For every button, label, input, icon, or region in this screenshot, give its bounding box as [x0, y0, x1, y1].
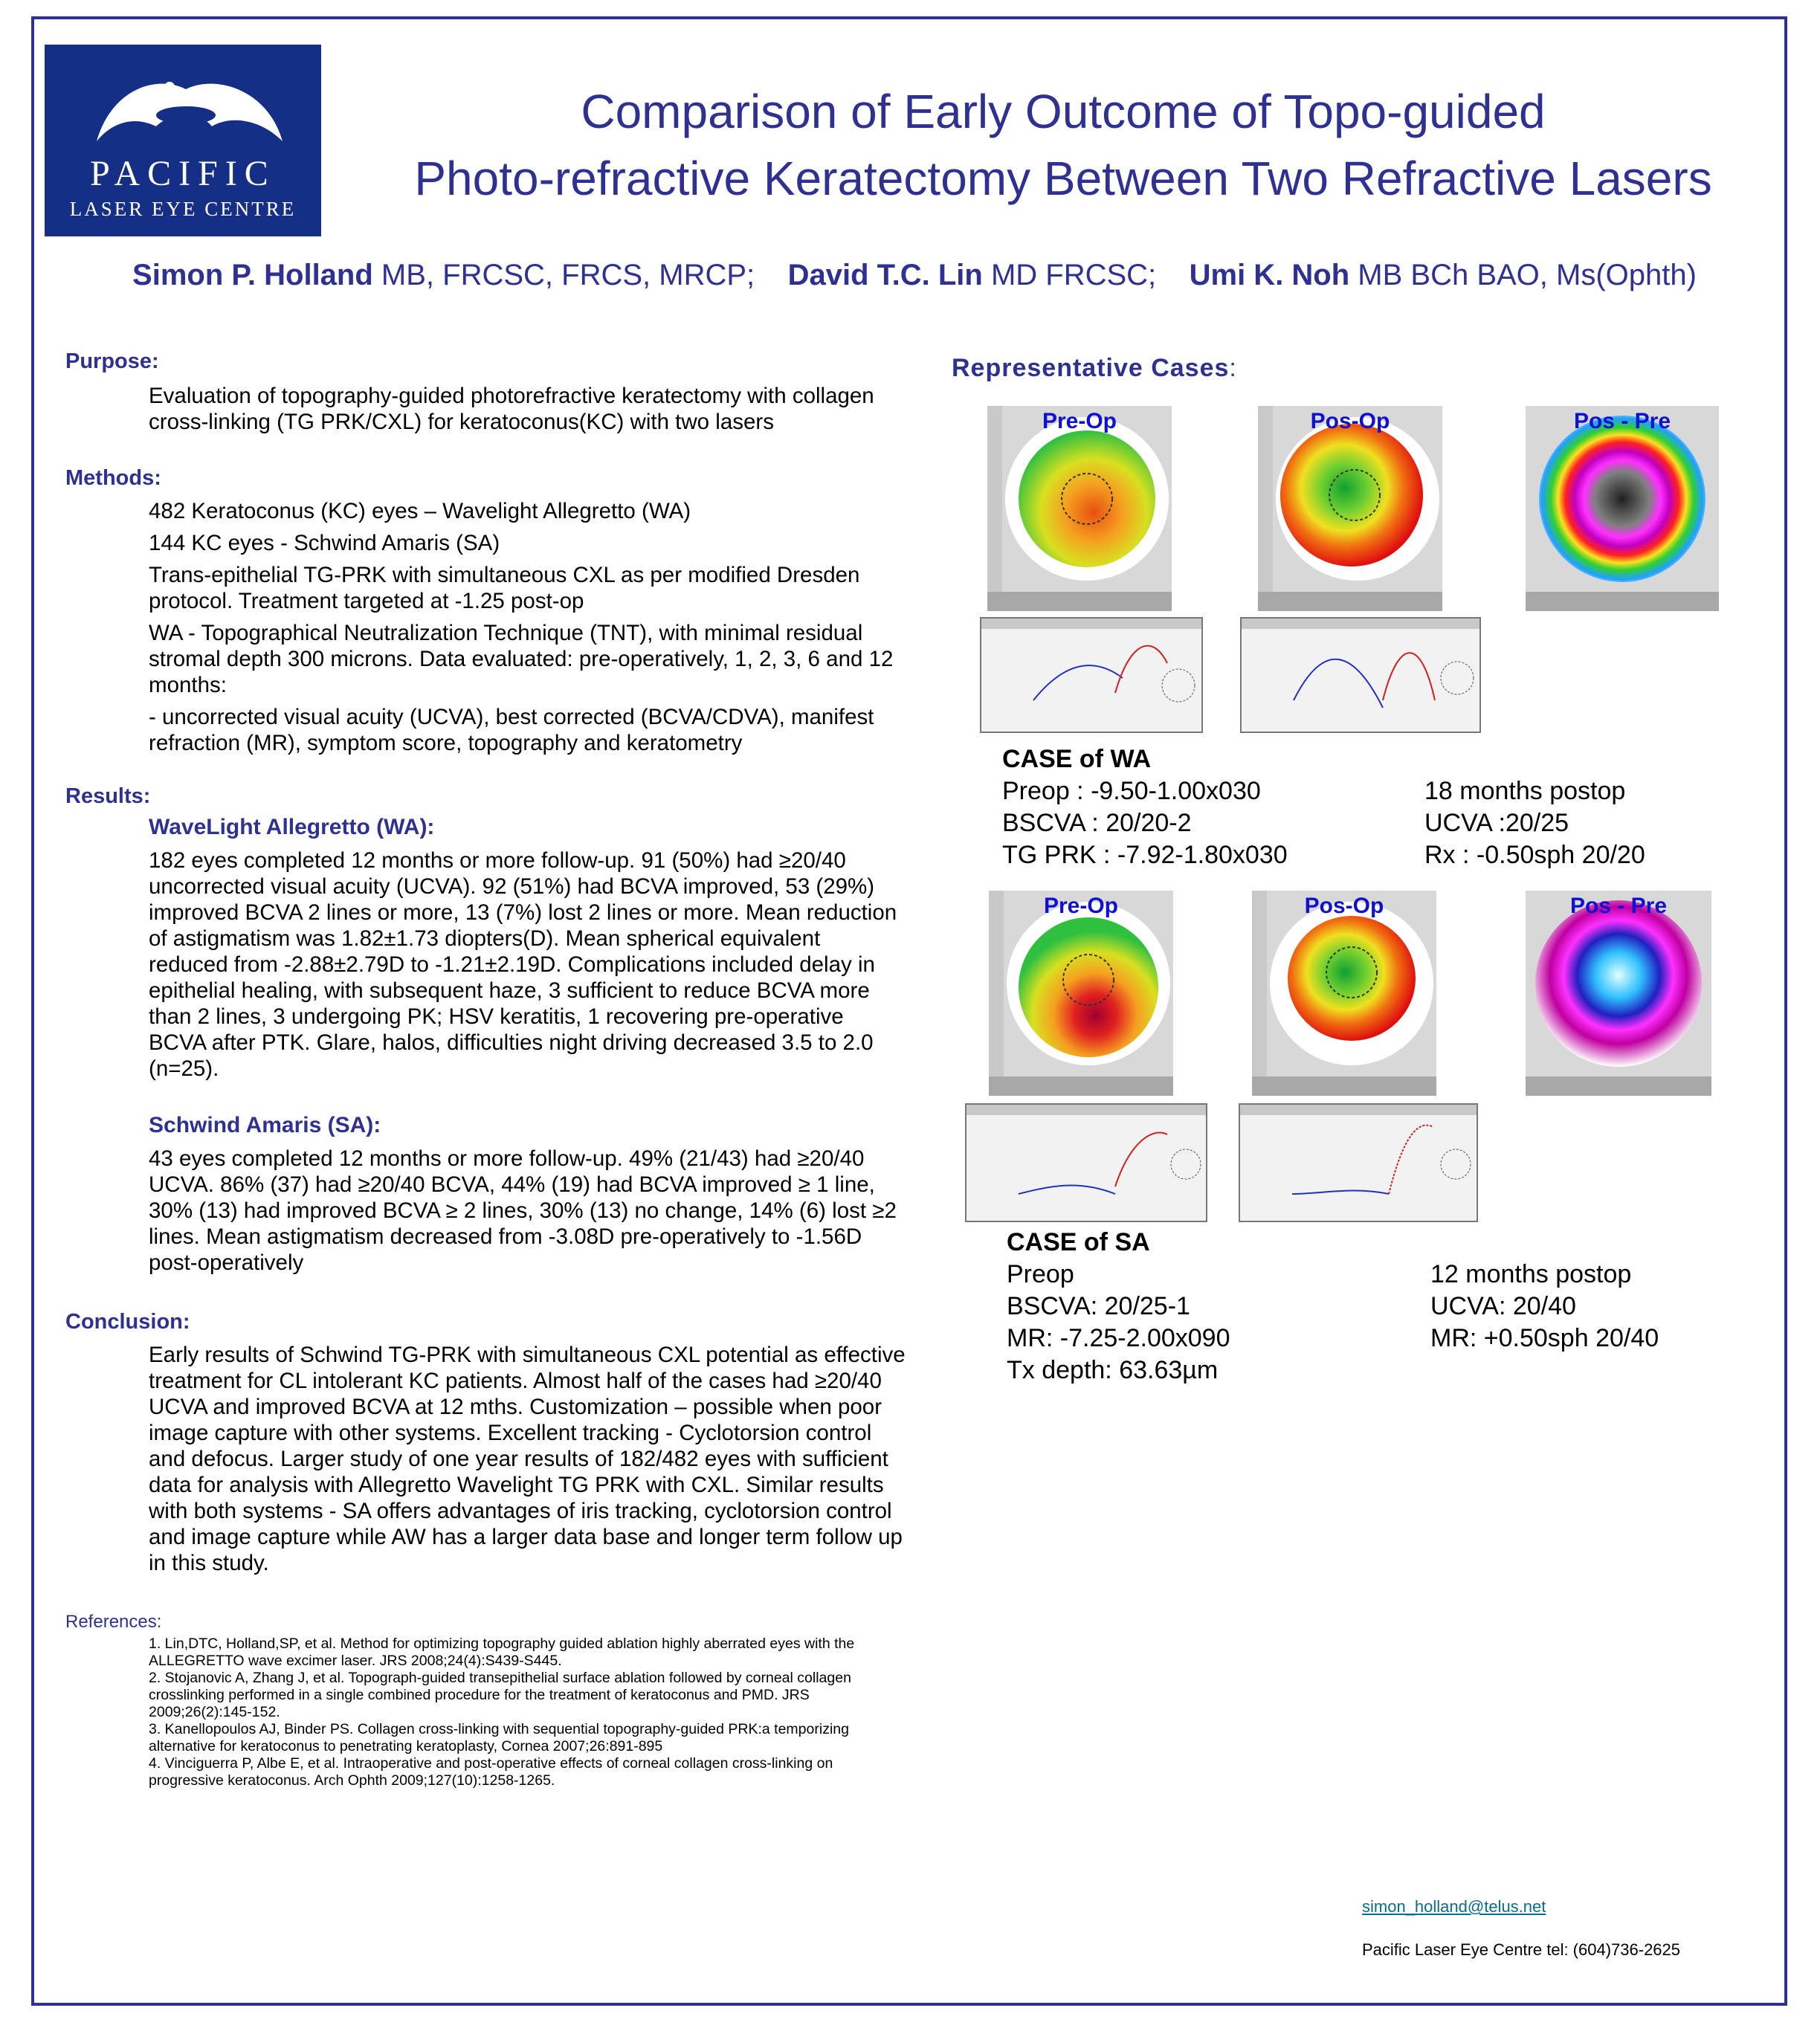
poster-title — [327, 78, 1799, 212]
case-wa-line: Rx : -0.50sph 20/20 — [1424, 841, 1645, 869]
keratometric-chart-wa-postop — [1240, 617, 1481, 733]
methods-item: Trans-epithelial TG-PRK with simultaneous CXL as per modified Dresden protocol. Treatment targeted at -1.25 post-op — [149, 563, 860, 613]
representative-colon: : — [1229, 354, 1237, 382]
author-creds: MB, FRCSC, FRCS, MRCP; — [372, 259, 755, 291]
reference-item: 3. Kanellopoulos AJ, Binder PS. Collagen cross-linking with sequential topography-guided PRK:a temporizing alternative for keratoconus to penetrating keratoplasty, Cornea 2007;26:891-895 — [149, 1721, 849, 1754]
keratometric-chart-sa-preop — [965, 1103, 1207, 1222]
label-preop: Pre-Op — [1042, 409, 1117, 433]
topo-map-sa-preop — [989, 891, 1173, 1096]
pacific-logo — [45, 45, 321, 236]
sa-text: 43 eyes completed 12 months or more follow-up. 49% (21/43) had ≥20/40 UCVA. 86% (37) had ≥20/40 BCVA, 44% (19) had BCVA improved ≥ 1 line, 30% (13) had improved BCVA ≥ 2 lines, 30% (13) no change, 14% (6) lost ≥2 lines. Mean astigmatism decreased from -3.08D pre-operatively to -1.56D post-operatively — [149, 1146, 897, 1275]
representative-heading-text: Representative Cases — [952, 354, 1230, 382]
case-wa-line: Preop : -9.50-1.00x030 — [1002, 777, 1261, 805]
case-wa-left — [1002, 743, 1288, 871]
methods-heading: Methods: — [65, 466, 161, 490]
conclusion-heading: Conclusion: — [65, 1310, 190, 1334]
wa-text: 182 eyes completed 12 months or more follow-up. 91 (50%) had ≥20/40 uncorrected visual acuity (UCVA). 92 (51%) had BCVA improved, 53 (29%) improved BCVA 2 lines or more, 13 (7%) lost 2 lines or more. Mean reduction of astigmatism was 1.82±1.73 diopters(D). Mean spherical equivalent reduced from -2.88±2.79D to -1.21±2.19D. Complications included delay in epithelial healing, with subsequent haze, 3 sufficient to reduce BCVA more than 2 lines, 3 undergoing PK; HSV keratitis, 1 recovering pre-operative BCVA after PTK. Glare, halos, difficulties night driving decreased 3.5 to 2.0 (n=25). — [149, 848, 897, 1081]
reference-item: 2. Stojanovic A, Zhang J, et al. Topograph-guided transepithelial surface ablation followed by corneal collagen crosslinking performed in a single combined procedure for the treatment of keratoconus and PMD. JRS 2009;26(2):145-152. — [149, 1670, 851, 1720]
case-wa-line: UCVA :20/25 — [1424, 809, 1569, 837]
purpose-heading: Purpose: — [65, 349, 159, 373]
purpose-text: Evaluation of topography-guided photorefractive keratectomy with collagen cross-linking (TG PRK/CXL) for keratoconus(KC) with two lasers — [149, 384, 874, 434]
case-sa-line: UCVA: 20/40 — [1430, 1292, 1576, 1320]
case-wa-line: BSCVA : 20/20-2 — [1002, 809, 1192, 837]
case-sa-title: CASE of SA — [1007, 1228, 1150, 1256]
phone-text: Pacific Laser Eye Centre tel: (604)736-2625 — [1362, 1940, 1681, 1959]
methods-item: - uncorrected visual acuity (UCVA), best corrected (BCVA/CDVA), manifest refraction (MR), symptom score, topography and keratometry — [149, 705, 874, 755]
label-postop: Pos-Op — [1310, 409, 1390, 433]
keratometric-chart-wa-preop — [980, 617, 1203, 733]
case-sa-right — [1430, 1259, 1659, 1355]
case-sa-line: Tx depth: 63.63µm — [1007, 1356, 1219, 1384]
title-line2: Photo-refractive Keratectomy Between Two Refractive Lasers — [414, 152, 1712, 205]
topo-map-sa-postop — [1252, 891, 1436, 1096]
topo-map-sa-diff — [1526, 891, 1711, 1096]
case-wa-line: TG PRK : -7.92-1.80x030 — [1002, 841, 1288, 869]
wa-heading: WaveLight Allegretto (WA): — [149, 815, 435, 839]
left-column — [65, 349, 906, 1789]
author-list — [45, 259, 1784, 292]
results-heading: Results: — [65, 784, 151, 808]
methods-item: 482 Keratoconus (KC) eyes – Wavelight Allegretto (WA) — [149, 499, 691, 523]
topo-map-wa-diff — [1526, 406, 1719, 611]
author-name: David T.C. Lin — [787, 259, 983, 291]
reference-item: 1. Lin,DTC, Holland,SP, et al. Method for optimizing topography guided ablation highly aberrated eyes with the ALLEGRETTO wave excimer laser. JRS 2008;24(4):S439-S445. — [149, 1636, 855, 1669]
label-diff: Pos - Pre — [1573, 409, 1671, 433]
case-wa-title: CASE of WA — [1002, 745, 1152, 773]
topo-map-wa-postop — [1258, 406, 1442, 611]
author-creds: MB BCh BAO, Ms(Ophth) — [1349, 259, 1697, 291]
keratometric-chart-sa-postop — [1239, 1103, 1478, 1222]
references-heading: References: — [65, 1612, 162, 1632]
case-sa-left — [1007, 1227, 1230, 1386]
case-sa-line: Preop — [1007, 1260, 1074, 1288]
representative-heading — [952, 354, 1237, 383]
sa-heading: Schwind Amaris (SA): — [149, 1113, 381, 1137]
topo-map-wa-preop — [987, 406, 1172, 611]
author-name: Umi K. Noh — [1189, 259, 1350, 291]
email-link[interactable]: simon_holland@telus.net — [1362, 1897, 1546, 1916]
author-name: Simon P. Holland — [132, 259, 373, 291]
logo-line2: LASER EYE CENTRE — [69, 198, 297, 220]
methods-item: 144 KC eyes - Schwind Amaris (SA) — [149, 531, 500, 555]
case-wa-line: 18 months postop — [1424, 777, 1626, 805]
case-sa-line: MR: +0.50sph 20/40 — [1430, 1324, 1659, 1352]
label-preop: Pre-Op — [1043, 894, 1119, 918]
author-creds: MD FRCSC; — [982, 259, 1157, 291]
title-line1: Comparison of Early Outcome of Topo-guided — [581, 85, 1546, 138]
methods-item: WA - Topographical Neutralization Technique (TNT), with minimal residual stromal depth 300 microns. Data evaluated: pre-operatively, 1, 2, 3, 6 and 12 months: — [149, 621, 894, 697]
case-sa-line: 12 months postop — [1430, 1260, 1632, 1288]
contact-block — [1362, 1897, 1680, 1960]
case-wa-right — [1424, 775, 1645, 871]
reference-item: 4. Vinciguerra P, Albe E, et al. Intraoperative and post-operative effects of corneal collagen cross-linking on progressive keratoconus. Arch Ophth 2009;127(10):1258-1265. — [149, 1755, 833, 1789]
label-postop: Pos-Op — [1304, 894, 1384, 918]
case-sa-line: MR: -7.25-2.00x090 — [1007, 1324, 1230, 1352]
logo-line1: PACIFIC — [90, 154, 276, 193]
conclusion-text: Early results of Schwind TG-PRK with simultaneous CXL potential as effective treatment for CL intolerant KC patients. Almost half of the cases had ≥20/40 UCVA and improved BCVA at 12 mths. Customization – possible when poor image capture with other systems. Excellent tracking - Cyclotorsion control and defocus. Larger study of one year results of 182/482 eyes with sufficient data for analysis with Allegretto Wavelight TG PRK with CXL. Similar results with both systems - SA offers advantages of iris tracking, cyclotorsion control and image capture while AW has a larger data base and longer term follow up in this study. — [149, 1343, 906, 1575]
label-diff: Pos - Pre — [1569, 894, 1668, 918]
case-sa-line: BSCVA: 20/25-1 — [1007, 1292, 1190, 1320]
